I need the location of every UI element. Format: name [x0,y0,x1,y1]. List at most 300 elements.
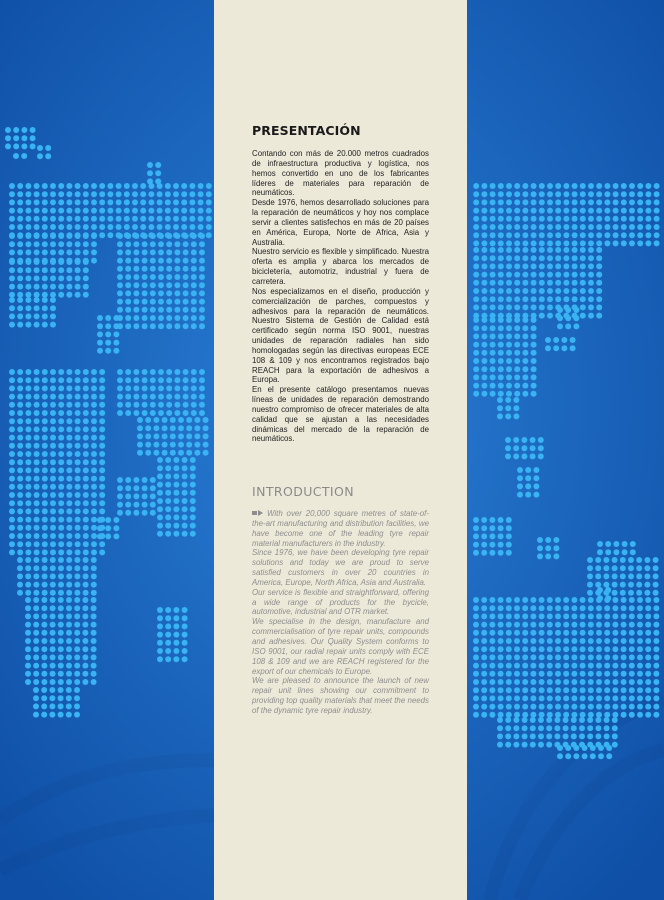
map-dot [553,537,559,543]
map-dot [563,216,569,222]
map-dot [133,290,139,296]
map-dot [514,240,520,246]
map-dot [498,247,504,253]
map-dot [473,550,479,556]
map-dot [74,638,80,644]
map-dot [157,482,163,488]
map-dot [157,514,163,520]
map-dot [166,307,172,313]
map-dot [157,465,163,471]
map-dot [58,377,64,383]
map-dot [133,493,139,499]
map-dot [637,622,643,628]
map-dot [498,613,504,619]
map-dot [547,313,553,319]
introduction-paragraph: We specialise in the design, manufacture and commercialisation of tyre repair units, compounds and adhesives. Our Quality System conforms to ISO 9001, our radial repair units comply with ECE 108 & 109 and we are REACH registered for the export of our chemicals to Europe. [252,617,429,676]
map-dot [644,590,650,596]
map-dot [75,241,81,247]
map-dot [117,241,123,247]
map-dot [498,597,504,603]
map-dot [473,695,479,701]
map-dot [539,247,545,253]
map-dot [9,249,15,255]
map-dot [158,274,164,280]
map-dot [473,712,479,718]
map-dot [50,573,56,579]
map-dot [9,224,15,230]
map-dot [142,307,148,313]
map-dot [83,590,89,596]
map-dot [603,573,609,579]
map-dot [563,654,569,660]
map-dot [522,366,528,372]
map-dot [50,208,56,214]
map-dot [489,517,495,523]
map-dot [580,687,586,693]
map-dot [91,208,97,214]
map-dot [653,597,659,603]
map-dot [588,695,594,701]
map-dot [42,297,48,303]
map-dot [99,467,105,473]
map-dot [547,654,553,660]
map-dot [498,358,504,364]
map-dot [580,232,586,238]
map-dot [25,418,31,424]
map-dot [91,410,97,416]
map-dot [25,297,31,303]
map-dot [490,391,496,397]
map-dot [481,517,487,523]
map-dot [481,342,487,348]
map-dot [517,475,523,481]
map-dot [58,183,64,189]
map-dot [66,451,72,457]
map-dot [25,549,31,555]
map-dot [170,425,176,431]
map-dot [66,679,72,685]
map-dot [157,191,163,197]
map-dot [481,391,487,397]
map-dot [25,671,31,677]
map-dot [75,377,81,383]
map-dot [481,597,487,603]
map-dot [539,288,545,294]
map-dot [621,712,627,718]
map-dot [596,687,602,693]
map-dot [554,725,560,731]
map-dot [498,679,504,685]
map-dot [557,315,563,321]
map-dot [621,654,627,660]
map-dot [125,394,131,400]
map-dot [117,410,123,416]
map-dot [645,232,651,238]
map-dot [637,191,643,197]
map-dot [25,199,31,205]
map-dot [34,508,40,514]
map-dot [198,224,204,230]
map-dot [75,292,81,298]
map-dot [531,350,537,356]
map-dot [514,391,520,397]
map-dot [630,549,636,555]
map-dot [66,573,72,579]
map-dot [66,500,72,506]
map-dot [199,282,205,288]
map-dot [42,313,48,319]
map-dot [150,282,156,288]
map-dot [596,663,602,669]
map-dot [563,272,569,278]
map-dot [514,232,520,238]
map-dot [66,191,72,197]
map-dot [189,183,195,189]
map-dot [58,703,64,709]
map-dot [17,216,23,222]
map-dot [25,249,31,255]
map-dot [66,233,72,239]
map-dot [74,613,80,619]
map-dot [194,442,200,448]
map-dot [181,199,187,205]
map-dot [481,383,487,389]
map-dot [498,391,504,397]
map-dot [91,549,97,555]
map-dot [186,442,192,448]
map-dot [83,451,89,457]
map-dot [514,280,520,286]
map-dot [83,582,89,588]
map-dot [563,224,569,230]
map-dot [538,742,544,748]
map-dot [513,413,519,419]
map-dot [547,597,553,603]
map-dot [157,208,163,214]
map-dot [178,425,184,431]
map-dot [481,183,487,189]
map-dot [140,224,146,230]
map-dot [621,224,627,230]
map-dot [206,216,212,222]
map-dot [505,413,511,419]
map-dot [571,733,577,739]
map-dot [157,498,163,504]
map-dot [34,199,40,205]
map-dot [530,605,536,611]
map-dot [91,369,97,375]
map-dot [66,385,72,391]
map-dot [588,605,594,611]
map-dot [531,216,537,222]
map-dot [173,632,179,638]
map-dot [582,753,588,759]
map-dot [522,325,528,331]
map-dot [165,615,171,621]
map-dot [522,654,528,660]
map-dot [83,435,89,441]
map-dot [563,725,569,731]
map-dot [91,557,97,563]
map-dot [183,290,189,296]
map-dot [555,191,561,197]
map-dot [533,492,539,498]
map-dot [571,717,577,723]
map-dot [99,492,105,498]
map-dot [645,622,651,628]
map-dot [506,542,512,548]
map-dot [498,325,504,331]
map-dot [17,385,23,391]
map-dot [637,224,643,230]
map-dot [571,704,577,710]
map-dot [571,654,577,660]
map-dot [473,255,479,261]
map-dot [191,290,197,296]
map-dot [590,753,596,759]
map-dot [604,224,610,230]
map-dot [150,510,156,516]
map-dot [17,500,23,506]
map-dot [173,523,179,529]
map-dot [117,369,123,375]
map-dot [58,695,64,701]
map-dot [498,654,504,660]
map-dot [66,435,72,441]
map-dot [514,325,520,331]
map-dot [148,216,154,222]
map-dot [538,453,544,459]
map-dot [637,695,643,701]
map-dot [473,646,479,652]
map-dot [580,191,586,197]
map-dot [530,704,536,710]
map-dot [178,433,184,439]
map-dot [173,490,179,496]
map-dot [34,369,40,375]
map-dot [587,582,593,588]
map-dot [91,199,97,205]
map-dot [9,233,15,239]
map-dot [142,258,148,264]
map-dot [17,410,23,416]
map-dot [481,679,487,685]
map-dot [182,482,188,488]
map-dot [75,259,81,265]
map-dot [653,557,659,563]
map-dot [17,582,23,588]
map-dot [150,385,156,391]
map-dot [66,557,72,563]
map-dot [50,467,56,473]
map-dot [132,199,138,205]
map-dot [66,687,72,693]
map-dot [83,224,89,230]
map-dot [622,549,628,555]
map-dot [133,510,139,516]
map-dot [91,654,97,660]
map-dot [91,451,97,457]
map-dot [514,663,520,669]
map-dot [473,687,479,693]
map-dot [75,369,81,375]
map-dot [83,541,89,547]
map-dot [25,646,31,652]
map-dot [531,383,537,389]
map-dot [490,255,496,261]
map-dot [498,280,504,286]
map-dot [25,582,31,588]
map-dot [116,183,122,189]
map-dot [25,663,31,669]
map-dot [580,288,586,294]
map-dot [33,582,39,588]
map-dot [531,358,537,364]
map-dot [75,426,81,432]
map-dot [596,646,602,652]
map-dot [41,605,47,611]
map-dot [572,280,578,286]
map-dot [555,654,561,660]
map-dot [489,613,495,619]
map-dot [612,622,618,628]
map-dot [74,703,80,709]
map-dot [107,191,113,197]
map-dot [186,425,192,431]
map-dot [66,208,72,214]
map-dot [42,369,48,375]
map-dot [498,240,504,246]
map-dot [514,646,520,652]
map-dot [174,369,180,375]
map-dot [613,224,619,230]
map-dot [66,476,72,482]
map-dot [531,255,537,261]
map-dot [150,410,156,416]
map-dot [66,292,72,298]
map-dot [25,267,31,273]
map-dot [74,679,80,685]
map-dot [498,232,504,238]
map-dot [613,541,619,547]
map-dot [522,671,528,677]
map-dot [498,663,504,669]
map-dot [66,249,72,255]
map-dot [612,679,618,685]
map-dot [490,240,496,246]
map-dot [587,717,593,723]
map-dot [637,630,643,636]
map-dot [547,232,553,238]
map-dot [91,646,97,652]
map-dot [17,476,23,482]
map-dot [588,622,594,628]
map-dot [58,654,64,660]
map-dot [34,191,40,197]
map-dot [596,272,602,278]
map-dot [82,671,88,677]
map-dot [125,290,131,296]
map-dot [75,467,81,473]
map-dot [125,385,131,391]
map-dot [473,654,479,660]
map-dot [66,402,72,408]
map-dot [547,663,553,669]
map-dot [588,646,594,652]
map-dot [537,553,543,559]
map-dot [186,450,192,456]
map-dot [145,433,151,439]
map-dot [58,597,64,603]
map-dot [588,224,594,230]
map-dot [629,191,635,197]
map-dot [612,742,618,748]
map-dot [58,224,64,230]
map-dot [34,533,40,539]
map-dot [50,191,56,197]
map-dot [165,623,171,629]
map-dot [473,622,479,628]
map-dot [546,725,552,731]
map-dot [157,473,163,479]
map-dot [9,451,15,457]
map-dot [498,208,504,214]
map-dot [513,733,519,739]
map-dot [25,605,31,611]
map-dot [587,557,593,563]
map-dot [99,191,105,197]
map-dot [162,417,168,423]
map-dot [125,282,131,288]
map-dot [113,517,119,523]
map-dot [546,733,552,739]
map-dot [25,597,31,603]
map-dot [25,183,31,189]
map-dot [555,687,561,693]
map-dot [637,712,643,718]
map-dot [506,646,512,652]
map-dot [174,402,180,408]
map-dot [613,199,619,205]
map-dot [588,191,594,197]
map-dot [174,315,180,321]
map-dot [99,183,105,189]
map-dot [629,199,635,205]
map-dot [50,305,56,311]
map-dot [105,331,111,337]
map-dot [174,266,180,272]
map-dot [132,216,138,222]
map-dot [539,695,545,701]
map-dot [91,565,97,571]
map-dot [190,498,196,504]
map-dot [66,582,72,588]
map-dot [9,208,15,214]
map-dot [654,240,660,246]
map-dot [539,191,545,197]
map-dot [166,258,172,264]
map-dot [66,426,72,432]
map-dot [522,342,528,348]
map-dot [613,183,619,189]
map-dot [522,263,528,269]
map-dot [537,545,543,551]
map-dot [174,299,180,305]
map-dot [490,374,496,380]
map-dot [91,638,97,644]
map-dot [514,216,520,222]
map-dot [481,605,487,611]
